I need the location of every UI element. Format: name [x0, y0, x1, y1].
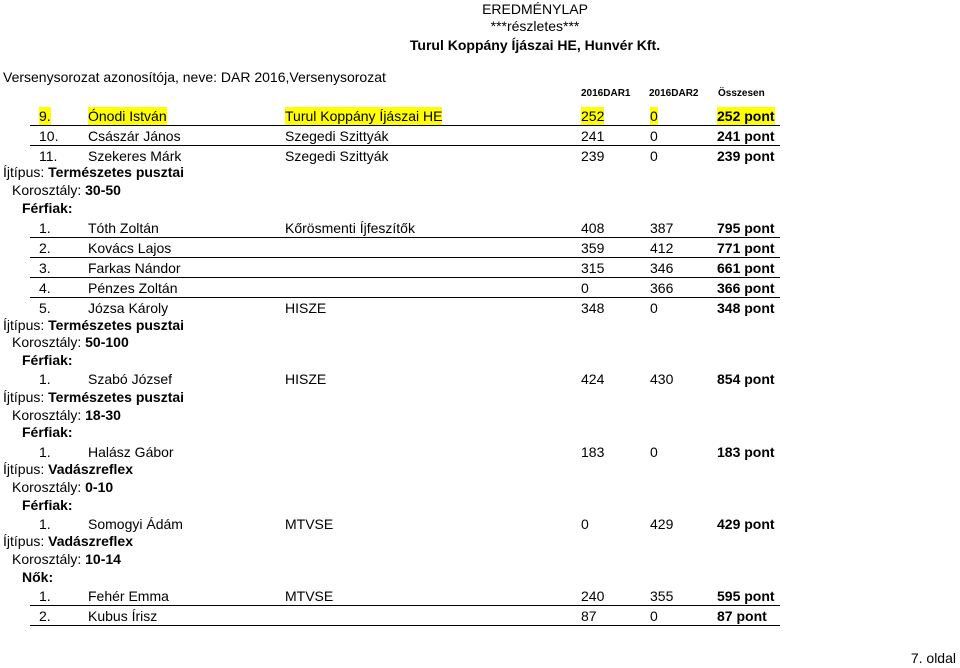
round2-score: 366 [650, 280, 674, 296]
ageclass-label: Korosztály: [12, 407, 82, 423]
report-title: EREDMÉNYLAP [482, 1, 588, 17]
club-name: HISZE [285, 300, 327, 316]
round1-score: 239 [581, 148, 605, 164]
rank: 1. [39, 220, 51, 236]
round1-score: 359 [581, 240, 605, 256]
round2-score: 346 [650, 260, 674, 276]
rank: 1. [39, 516, 51, 532]
rank: 9. [39, 108, 51, 124]
table-row [30, 218, 780, 238]
competitor-name: Tóth Zoltán [88, 220, 159, 236]
round1-score: 0 [581, 280, 589, 296]
row-divider [30, 625, 780, 626]
ageclass-value: 18-30 [85, 407, 121, 423]
round2-score: 0 [650, 148, 658, 164]
club-name: MTVSE [285, 516, 334, 532]
bowtype-value: Természetes pusztai [48, 317, 185, 333]
competitor-name: Pénzes Zoltán [88, 280, 178, 296]
round1-score: 87 [581, 608, 597, 624]
total-score: 595 pont [717, 588, 775, 604]
rank: 1. [39, 444, 51, 460]
total-score: 241 pont [717, 128, 775, 144]
round2-score: 0 [650, 108, 658, 124]
round1-score: 240 [581, 588, 605, 604]
round1-score: 252 [581, 108, 605, 124]
table-row [30, 606, 780, 626]
ageclass-label: Korosztály: [12, 182, 82, 198]
club-name: Kőrösmenti Íjfeszítők [285, 220, 415, 236]
competitor-name: Somogyi Ádám [88, 516, 183, 532]
bowtype-value: Vadászreflex [48, 533, 133, 549]
ageclass-heading [12, 479, 113, 495]
rank: 5. [39, 300, 51, 316]
round1-score: 183 [581, 444, 605, 460]
ageclass-heading [12, 407, 121, 423]
rank: 11. [39, 148, 58, 164]
bowtype-label: Íjtípus: [3, 533, 45, 549]
competitor-name: Fehér Emma [88, 588, 169, 604]
column-header-round2: 2016DAR2 [649, 88, 699, 99]
club-name: MTVSE [285, 588, 334, 604]
competitor-name: Halász Gábor [88, 444, 174, 460]
ageclass-heading [12, 551, 121, 567]
table-row [30, 514, 780, 534]
round2-score: 355 [650, 588, 674, 604]
total-score: 429 pont [717, 516, 775, 532]
round1-score: 315 [581, 260, 605, 276]
ageclass-label: Korosztály: [12, 551, 82, 567]
ageclass-heading [12, 334, 129, 350]
competitor-name: Kovács Lajos [88, 240, 172, 256]
bowtype-label: Íjtípus: [3, 317, 45, 333]
column-header-total: Összesen [718, 88, 765, 99]
bowtype-label: Íjtípus: [3, 461, 45, 477]
ageclass-value: 30-50 [85, 182, 121, 198]
ageclass-label: Korosztály: [12, 479, 82, 495]
gender-heading: Férfiak: [22, 352, 73, 368]
round2-score: 430 [650, 371, 674, 387]
bowtype-value: Természetes pusztai [48, 164, 185, 180]
ageclass-heading [12, 182, 121, 198]
round2-score: 0 [650, 300, 658, 316]
bowtype-heading [3, 164, 184, 180]
column-header-round1: 2016DAR1 [581, 88, 631, 99]
competitor-name: Szekeres Márk [88, 148, 182, 164]
rank: 2. [39, 240, 51, 256]
total-score: 771 pont [717, 240, 775, 256]
total-score: 183 pont [717, 444, 775, 460]
round1-score: 408 [581, 220, 605, 236]
round2-score: 0 [650, 608, 658, 624]
gender-heading: Férfiak: [22, 497, 73, 513]
table-row [30, 258, 780, 278]
total-score: 661 pont [717, 260, 775, 276]
total-score: 87 pont [717, 608, 767, 624]
ageclass-label: Korosztály: [12, 334, 82, 350]
competitor-name: Kubus Írisz [88, 608, 158, 624]
table-row [30, 126, 780, 146]
bowtype-heading [3, 461, 133, 477]
page-number: 7. oldal [910, 650, 956, 666]
bowtype-label: Íjtípus: [3, 164, 45, 180]
competitor-name: Józsa Károly [88, 300, 169, 316]
round2-score: 0 [650, 444, 658, 460]
rank: 2. [39, 608, 51, 624]
club-name: Szegedi Szittyák [285, 148, 389, 164]
bowtype-value: Természetes pusztai [48, 389, 185, 405]
table-row [30, 238, 780, 258]
club-name: HISZE [285, 371, 327, 387]
bowtype-label: Íjtípus: [3, 389, 45, 405]
round1-score: 0 [581, 516, 589, 532]
series-label: Versenysorozat azonosítója, neve: DAR 2016,Versenysorozat [3, 69, 386, 85]
competitor-name: Ónodi István [88, 108, 167, 124]
rank: 1. [39, 588, 51, 604]
report-subtitle: ***részletes*** [490, 18, 580, 34]
table-row [30, 442, 780, 462]
round2-score: 429 [650, 516, 674, 532]
total-score: 239 pont [717, 148, 775, 164]
table-row [30, 146, 780, 166]
round2-score: 0 [650, 128, 658, 144]
round1-score: 241 [581, 128, 605, 144]
table-row [30, 106, 780, 126]
bowtype-heading [3, 389, 184, 405]
table-row [30, 278, 780, 298]
rank: 10. [39, 128, 59, 144]
table-row [30, 586, 780, 606]
ageclass-value: 50-100 [85, 334, 129, 350]
bowtype-value: Vadászreflex [48, 461, 133, 477]
total-score: 854 pont [717, 371, 775, 387]
gender-heading: Férfiak: [22, 424, 73, 440]
ageclass-value: 10-14 [85, 551, 121, 567]
competitor-name: Farkas Nándor [88, 260, 181, 276]
competitor-name: Szabó József [88, 371, 173, 387]
club-name: Szegedi Szittyák [285, 128, 389, 144]
gender-heading: Nők: [22, 569, 54, 585]
rank: 1. [39, 371, 51, 387]
total-score: 348 pont [717, 300, 775, 316]
bowtype-heading [3, 317, 184, 333]
total-score: 252 pont [717, 108, 775, 124]
round2-score: 412 [650, 240, 674, 256]
total-score: 366 pont [717, 280, 775, 296]
gender-heading: Férfiak: [22, 200, 73, 216]
round1-score: 424 [581, 371, 605, 387]
organizer-name: Turul Koppány Íjászai HE, Hunvér Kft. [409, 37, 661, 53]
bowtype-heading [3, 533, 133, 549]
round2-score: 387 [650, 220, 674, 236]
round1-score: 348 [581, 300, 605, 316]
rank: 3. [39, 260, 51, 276]
club-name: Turul Koppány Íjászai HE [285, 108, 443, 124]
total-score: 795 pont [717, 220, 775, 236]
table-row [30, 369, 780, 389]
ageclass-value: 0-10 [85, 479, 114, 495]
table-row [30, 298, 780, 318]
rank: 4. [39, 280, 51, 296]
competitor-name: Császár János [88, 128, 181, 144]
